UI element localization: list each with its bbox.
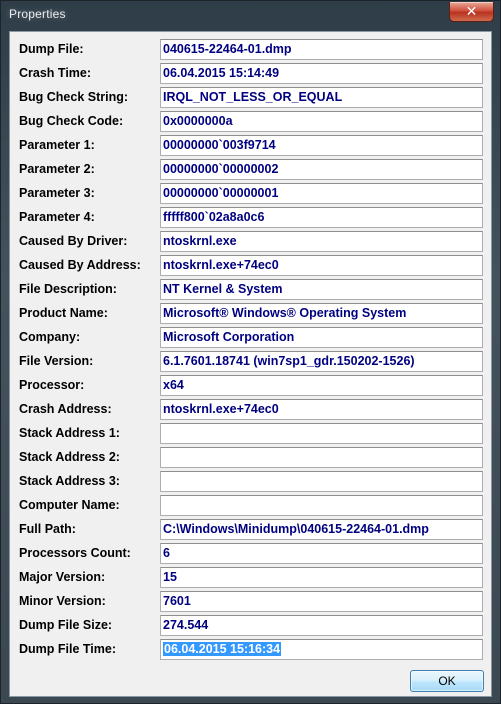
property-value-selected: 06.04.2015 15:16:34 bbox=[164, 642, 281, 656]
property-value-field[interactable] bbox=[160, 519, 483, 540]
property-value-field[interactable] bbox=[160, 303, 483, 324]
property-label: Company: bbox=[19, 330, 81, 344]
property-row bbox=[10, 423, 493, 444]
close-icon: ✕ bbox=[465, 3, 478, 20]
property-value-field[interactable] bbox=[160, 279, 483, 300]
property-value: 6.1.7601.18741 (win7sp1_gdr.150202-1526) bbox=[163, 354, 415, 368]
property-row bbox=[10, 495, 493, 516]
property-label: Dump File Size: bbox=[19, 618, 113, 632]
property-value-field[interactable] bbox=[160, 207, 483, 228]
property-label: File Version: bbox=[19, 354, 94, 368]
property-label: Minor Version: bbox=[19, 594, 106, 608]
property-label: Dump File Time: bbox=[19, 642, 117, 656]
property-value-field[interactable] bbox=[160, 567, 483, 588]
property-value-field[interactable] bbox=[160, 639, 483, 660]
property-value: ntoskrnl.exe+74ec0 bbox=[163, 402, 279, 416]
property-value-field[interactable] bbox=[160, 447, 483, 468]
property-label: Bug Check String: bbox=[19, 90, 129, 104]
property-label: Product Name: bbox=[19, 306, 108, 320]
property-value-field[interactable] bbox=[160, 231, 483, 252]
property-row bbox=[10, 63, 493, 84]
property-value: fffff800`02a8a0c6 bbox=[163, 210, 265, 224]
property-row bbox=[10, 87, 493, 108]
property-value: 6 bbox=[163, 546, 170, 560]
property-row bbox=[10, 279, 493, 300]
property-label: File Description: bbox=[19, 282, 117, 296]
property-row bbox=[10, 471, 493, 492]
property-value-field[interactable] bbox=[160, 615, 483, 636]
property-row bbox=[10, 447, 493, 468]
property-value-field[interactable] bbox=[160, 351, 483, 372]
property-row bbox=[10, 567, 493, 588]
property-row bbox=[10, 183, 493, 204]
property-row bbox=[10, 207, 493, 228]
property-value-field[interactable] bbox=[160, 87, 483, 108]
property-value: C:\Windows\Minidump\040615-22464-01.dmp bbox=[163, 522, 429, 536]
property-label: Dump File: bbox=[19, 42, 84, 56]
property-row bbox=[10, 399, 493, 420]
property-row bbox=[10, 303, 493, 324]
property-value-field[interactable] bbox=[160, 39, 483, 60]
property-value: NT Kernel & System bbox=[163, 282, 283, 296]
property-row bbox=[10, 639, 493, 660]
property-value: 06.04.2015 15:14:49 bbox=[163, 66, 280, 80]
property-value: 274.544 bbox=[163, 618, 209, 632]
property-label: Bug Check Code: bbox=[19, 114, 124, 128]
property-label: Caused By Address: bbox=[19, 258, 141, 272]
property-label: Parameter 3: bbox=[19, 186, 95, 200]
property-value-field[interactable] bbox=[160, 255, 483, 276]
property-value: IRQL_NOT_LESS_OR_EQUAL bbox=[163, 90, 343, 104]
property-row bbox=[10, 519, 493, 540]
property-label: Caused By Driver: bbox=[19, 234, 128, 248]
property-row bbox=[10, 351, 493, 372]
property-label: Full Path: bbox=[19, 522, 76, 536]
property-value-field[interactable] bbox=[160, 63, 483, 84]
property-value-field[interactable] bbox=[160, 159, 483, 180]
property-value: 7601 bbox=[163, 594, 191, 608]
property-row bbox=[10, 39, 493, 60]
property-value: Microsoft® Windows® Operating System bbox=[163, 306, 407, 320]
property-label: Crash Address: bbox=[19, 402, 112, 416]
property-value-field[interactable] bbox=[160, 423, 483, 444]
property-value: 00000000`003f9714 bbox=[163, 138, 276, 152]
property-value: Microsoft Corporation bbox=[163, 330, 295, 344]
title-bar[interactable] bbox=[1, 1, 500, 29]
ok-button[interactable]: OK bbox=[410, 670, 484, 692]
property-label: Major Version: bbox=[19, 570, 106, 584]
property-row bbox=[10, 327, 493, 348]
property-value-field[interactable] bbox=[160, 327, 483, 348]
property-value: ntoskrnl.exe+74ec0 bbox=[163, 258, 279, 272]
property-row bbox=[10, 255, 493, 276]
property-value-field[interactable] bbox=[160, 591, 483, 612]
property-row bbox=[10, 543, 493, 564]
property-row bbox=[10, 591, 493, 612]
property-row bbox=[10, 111, 493, 132]
property-row bbox=[10, 615, 493, 636]
property-value: 15 bbox=[163, 570, 177, 584]
property-label: Parameter 1: bbox=[19, 138, 95, 152]
property-value: 040615-22464-01.dmp bbox=[163, 42, 292, 56]
property-label: Processors Count: bbox=[19, 546, 131, 560]
property-label: Stack Address 2: bbox=[19, 450, 120, 464]
property-value: 0x0000000a bbox=[163, 114, 233, 128]
property-value-field[interactable] bbox=[160, 471, 483, 492]
property-row bbox=[10, 375, 493, 396]
property-value-field[interactable] bbox=[160, 495, 483, 516]
property-value-field[interactable] bbox=[160, 399, 483, 420]
properties-panel bbox=[9, 31, 492, 697]
property-label: Stack Address 1: bbox=[19, 426, 120, 440]
property-value-field[interactable] bbox=[160, 375, 483, 396]
property-value: x64 bbox=[163, 378, 184, 392]
property-value: ntoskrnl.exe bbox=[163, 234, 237, 248]
property-value-field[interactable] bbox=[160, 543, 483, 564]
property-value-field[interactable] bbox=[160, 111, 483, 132]
property-label: Computer Name: bbox=[19, 498, 120, 512]
property-row bbox=[10, 231, 493, 252]
property-label: Parameter 4: bbox=[19, 210, 95, 224]
property-value-field[interactable] bbox=[160, 135, 483, 156]
window-title: Properties bbox=[9, 7, 66, 21]
property-value: 00000000`00000001 bbox=[163, 186, 279, 200]
property-row bbox=[10, 135, 493, 156]
property-label: Processor: bbox=[19, 378, 85, 392]
property-value: 00000000`00000002 bbox=[163, 162, 279, 176]
property-label: Stack Address 3: bbox=[19, 474, 120, 488]
property-label: Crash Time: bbox=[19, 66, 92, 80]
property-value-field[interactable] bbox=[160, 183, 483, 204]
close-button[interactable] bbox=[449, 2, 494, 22]
property-row bbox=[10, 159, 493, 180]
property-label: Parameter 2: bbox=[19, 162, 95, 176]
